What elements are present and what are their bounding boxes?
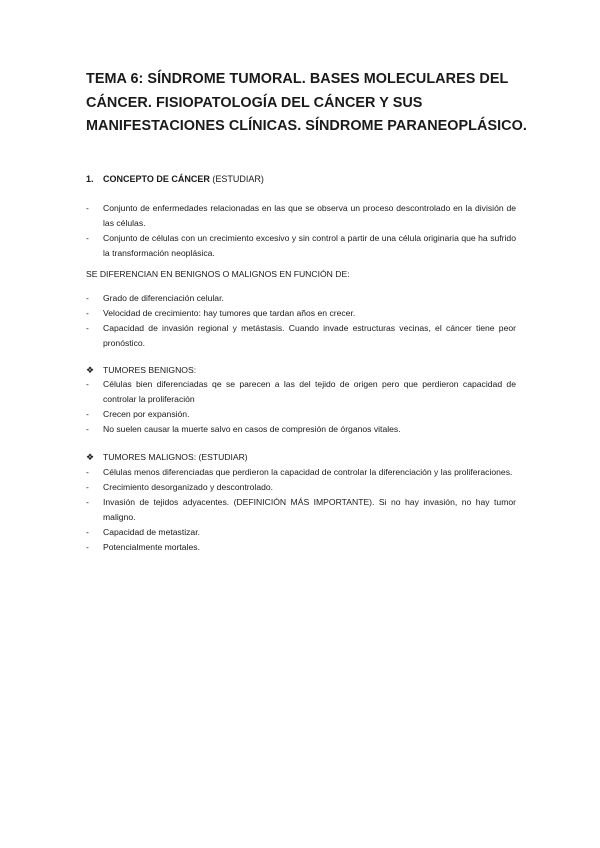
dash-bullet: -	[86, 323, 89, 333]
dash-bullet: -	[86, 233, 89, 243]
list-item: - Capacidad de invasión regional y metástasis. Cuando invade estructuras vecinas, el cáncer tiene peor pronóstico.	[86, 323, 516, 348]
section-number: 1.	[86, 174, 94, 184]
list-item: - Grado de diferenciación celular.	[86, 291, 516, 306]
dash-bullet: -	[86, 293, 89, 303]
list-item: - Potencialmente mortales.	[86, 540, 516, 555]
benign-heading: ❖ TUMORES BENIGNOS:	[86, 365, 197, 375]
list-item: - Capacidad de metastizar.	[86, 525, 516, 540]
section-heading-note: (ESTUDIAR)	[212, 174, 264, 184]
dash-bullet: -	[86, 308, 89, 318]
list-item: - Conjunto de células con un crecimiento excesivo y sin control a partir de una célula originaria que ha sufrido la transformación neoplásica.	[86, 233, 516, 258]
document-title	[86, 68, 546, 139]
dash-bullet: -	[86, 467, 89, 477]
list-item: - Velocidad de crecimiento: hay tumores que tardan años en crecer.	[86, 306, 516, 321]
dash-bullet: -	[86, 424, 89, 434]
list-item: - Crecimiento desorganizado y descontrolado.	[86, 480, 516, 495]
list-item: - Células bien diferenciadas qe se parecen a las del tejido de origen pero que perdieron capacidad de controlar la proliferación	[86, 379, 516, 404]
dash-bullet: -	[86, 379, 89, 389]
criteria-list	[86, 291, 516, 351]
section-heading-text: CONCEPTO DE CÁNCER	[103, 174, 210, 184]
title-line-1: TEMA 6: SÍNDROME TUMORAL. BASES MOLECULARES DEL	[86, 71, 509, 87]
benign-list	[86, 377, 516, 437]
malignant-heading: ❖ TUMORES MALIGNOS: (ESTUDIAR)	[86, 452, 248, 462]
diamond-bullet-icon: ❖	[86, 452, 95, 462]
list-item: - Invasión de tejidos adyacentes. (DEFINICIÓN MÁS IMPORTANTE). Si no hay invasión, no hay tumor maligno.	[86, 497, 516, 522]
malignant-list	[86, 465, 516, 555]
dash-bullet: -	[86, 409, 89, 419]
dash-bullet: -	[86, 497, 89, 507]
list-item: - Crecen por expansión.	[86, 407, 516, 422]
title-line-3: MANIFESTACIONES CLÍNICAS. SÍNDROME PARANEOPLÁSICO.	[86, 118, 527, 134]
dash-bullet: -	[86, 203, 89, 213]
list-item: - Células menos diferenciadas que perdieron la capacidad de controlar la diferenciación y las proliferaciones.	[86, 465, 516, 480]
diamond-bullet-icon: ❖	[86, 365, 95, 375]
concept-list	[86, 201, 516, 261]
dash-bullet: -	[86, 482, 89, 492]
section-1-heading	[86, 173, 264, 185]
dash-bullet: -	[86, 527, 89, 537]
dash-bullet: -	[86, 542, 89, 552]
differentiation-intro: SE DIFERENCIAN EN BENIGNOS O MALIGNOS EN FUNCIÓN DE:	[86, 269, 350, 279]
list-item: - No suelen causar la muerte salvo en casos de compresión de órganos vitales.	[86, 422, 516, 437]
title-line-2: CÁNCER. FISIOPATOLOGÍA DEL CÁNCER Y SUS	[86, 94, 423, 111]
list-item: - Conjunto de enfermedades relacionadas en las que se observa un proceso descontrolado en la división de las células.	[86, 203, 516, 228]
